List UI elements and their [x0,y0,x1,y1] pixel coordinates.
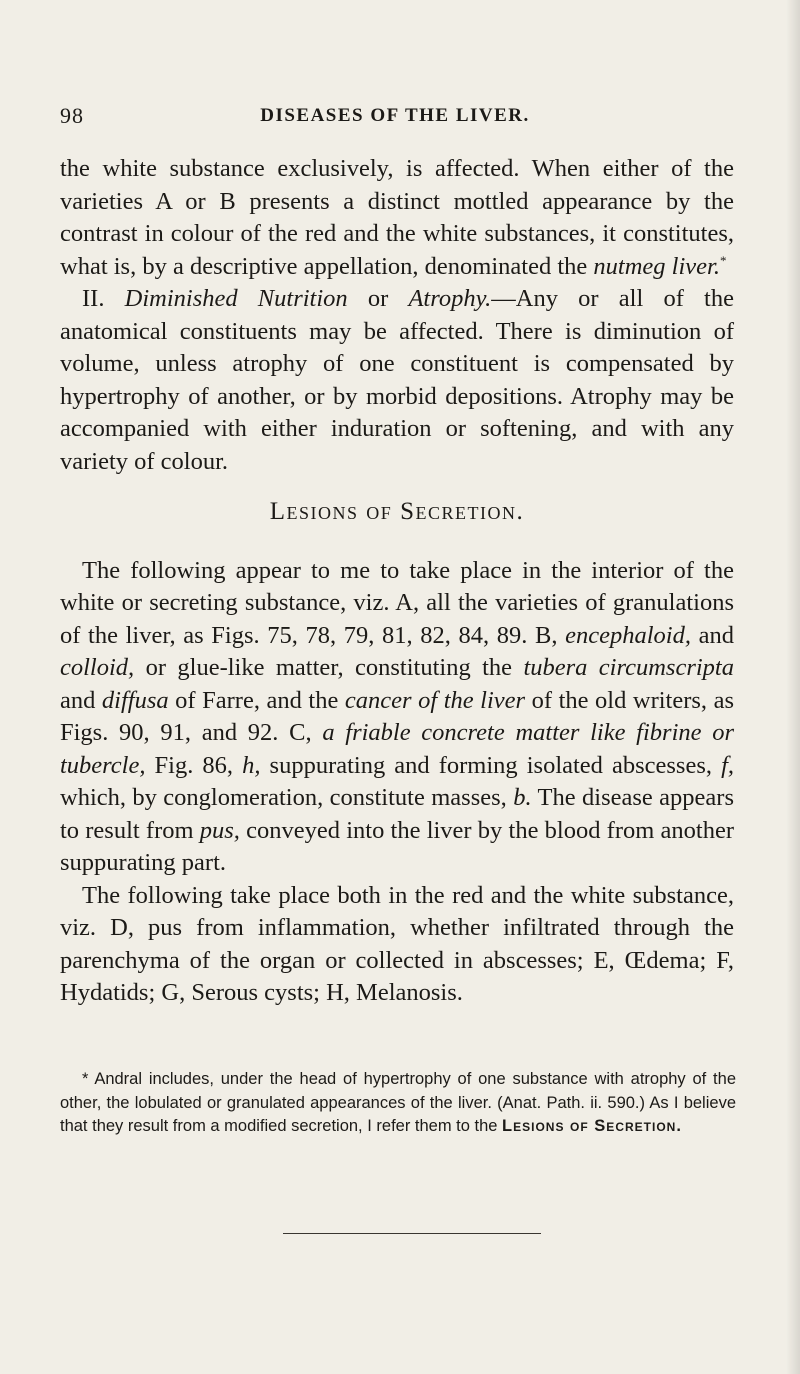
closing-rule [283,1233,541,1234]
italic-term: f, [721,751,735,779]
footnote [60,1068,736,1139]
italic-term: encephaloid, [565,621,691,649]
italic-term: tubera circumscripta [523,654,734,681]
italic-term: diffusa [101,686,169,714]
italic-term: h, [242,751,261,779]
text-run: conveyed into the liver by the blood from another suppurating part. [60,816,734,876]
italic-term: colloid, [60,654,135,681]
italic-term: a friable concrete matter like fibrine or tubercle, [60,719,735,779]
text-run: —Any or all of the anatomical constituents may be affected. There is diminution of volume, unless atrophy of one constituent is compensated by hypertrophy of another, or by morbid depositions. Atrophy may be accompanied with either induration or softening, and with any variety of colour. [60,285,734,475]
page-number: 98 [60,103,84,128]
italic-term: Atrophy. [408,285,492,312]
running-header [60,103,730,137]
paragraph-secretion [60,555,734,880]
paragraph-nutmeg-liver [60,153,734,283]
paragraph-atrophy [60,283,734,478]
text-run: II. [82,285,125,312]
italic-term: Diminished Nutrition [124,285,348,312]
footnote-text: * Andral includes, under the head of hypertrophy of one substance with atrophy of the other, the lobulated or granulated appearances of the liver. (Anat. Path. ii. 590.) As I believe that they result from a modified secretion, I refer them to the [60,1070,736,1135]
text-run: The following appear to me to take place in the interior of the white or secreting substance, viz. A, all the varieties of granulations of the liver, as Figs. 75, 78, 79, 81, 82, 84, 89. B, [60,556,734,649]
section-heading: Lesions of Secretion. [269,498,525,525]
italic-term: nutmeg liver. [593,252,720,280]
italic-term: b. [513,784,532,811]
italic-term: pus, [199,816,240,844]
text-run: of the old writers, as Figs. 90, 91, and 92. C, [60,686,735,746]
text-run: Fig. 86, [145,751,243,779]
footnote-smallcaps: Lesions of Secretion. [502,1117,682,1135]
body-text [60,153,734,1010]
text-run: and [60,686,102,714]
text-run: The disease appears to result from [60,784,734,844]
paragraph-red-and-white [60,880,734,1010]
text-run: of Farre, and the [168,686,345,714]
italic-term: cancer of the liver [344,686,526,714]
text-run: The following take place both in the red and the white substance, viz. D, pus from inflammation, whether infiltrated through the parenchyma of the organ or collected in abscesses; E, Œdema; F, Hydatids; G, Serous cysts; H, Melanosis. [60,881,734,1006]
page-edge-shadow [786,0,800,1374]
footnote-marker: * [719,252,727,268]
text-run: and [691,621,735,649]
text-run: the white substance exclusively, is affected. When either of the varieties A or B presents a distinct mottled appearance by the contrast in colour of the red and the white substances, it constitutes, what is, by a descriptive appellation, denominated the [60,155,734,280]
text-run: which, by conglomeration, constitute masses, [60,784,514,811]
text-run: or glue-like matter, constituting the [134,654,524,681]
text-run: or [347,285,409,312]
text-run: suppurating and forming isolated abscesses, [260,751,722,779]
running-title: DISEASES OF THE LIVER. [260,105,530,126]
